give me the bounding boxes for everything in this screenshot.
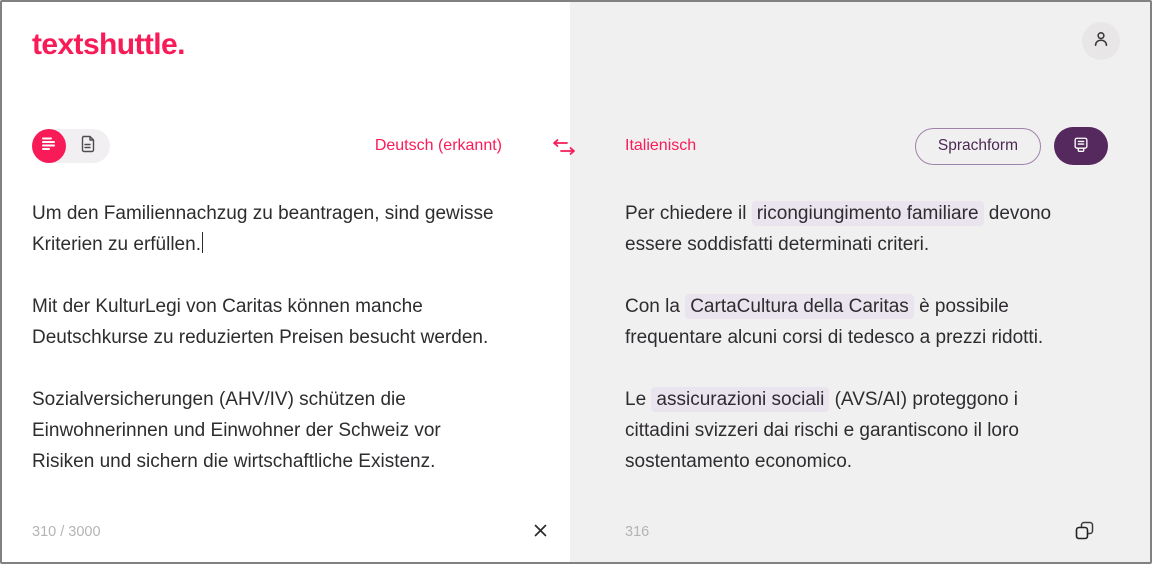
target-line: [625, 229, 1130, 260]
source-panel: [2, 2, 570, 562]
text-segment: è possibile: [913, 296, 1009, 317]
header-right: [570, 2, 1150, 124]
text-lines-icon: [41, 137, 57, 156]
source-toolbar: [2, 124, 570, 168]
char-counter-target: 316: [625, 524, 650, 540]
source-line: Sozialversicherungen (AHV/IV) schützen die: [32, 389, 406, 410]
clear-source-button[interactable]: [529, 519, 552, 545]
target-line: [625, 322, 1130, 353]
text-segment: devono: [983, 203, 1052, 224]
target-panel: [570, 2, 1150, 562]
input-mode-toggle: [32, 129, 110, 163]
source-line: Um den Familiennachzug zu beantragen, sind gewisse: [32, 203, 494, 224]
target-line: [625, 415, 1130, 446]
text-segment: Le: [625, 389, 652, 410]
highlighted-term[interactable]: assicurazioni sociali: [651, 387, 829, 412]
text-segment: Per chiedere il: [625, 203, 752, 224]
document-icon: [80, 135, 96, 158]
target-line: [625, 384, 1130, 415]
source-paragraph: [32, 198, 540, 260]
target-paragraph: [625, 384, 1130, 477]
source-language-selector[interactable]: Deutsch (erkannt): [374, 137, 502, 154]
glossary-book-icon: [1072, 136, 1090, 157]
highlighted-term[interactable]: ricongiungimento familiare: [752, 201, 984, 226]
source-paragraph: [32, 291, 540, 353]
swap-languages-button[interactable]: [550, 138, 578, 161]
sprachform-button[interactable]: Sprachform: [915, 128, 1041, 165]
char-counter-source: 310 / 3000: [32, 524, 101, 540]
swap-arrows-icon: [550, 143, 578, 160]
text-segment: sostentamento economico.: [625, 451, 853, 472]
source-line: Einwohnerinnen und Einwohner der Schweiz vor: [32, 420, 441, 441]
target-paragraph: [625, 198, 1130, 260]
text-segment: (AVS/AI) proteggono i: [829, 389, 1019, 410]
document-mode-button[interactable]: [66, 135, 110, 158]
text-mode-button[interactable]: [32, 129, 66, 163]
person-icon: [1091, 29, 1111, 54]
brand-logo: textshuttle.: [32, 28, 185, 61]
target-line: [625, 446, 1130, 477]
source-footer: [2, 510, 570, 562]
target-toolbar-buttons: [915, 127, 1108, 165]
target-line: [625, 198, 1130, 229]
header-left: [2, 2, 570, 124]
target-line: [625, 291, 1130, 322]
text-segment: Con la: [625, 296, 686, 317]
source-line: Kriterien zu erfüllen.: [32, 229, 540, 260]
target-toolbar: [570, 124, 1150, 168]
text-segment: frequentare alcuni corsi di tedesco a prezzi ridotti.: [625, 327, 1044, 348]
copy-translation-button[interactable]: [1071, 517, 1098, 547]
target-language-selector[interactable]: Italienisch: [625, 137, 697, 154]
source-line: Risiken und sichern die wirtschaftliche Existenz.: [32, 451, 436, 472]
source-text[interactable]: [2, 168, 570, 510]
account-button[interactable]: [1082, 22, 1120, 60]
glossary-button[interactable]: [1054, 127, 1108, 165]
copy-icon: [1075, 521, 1094, 543]
close-x-icon: [533, 523, 548, 541]
target-footer: [570, 510, 1150, 562]
target-paragraph: [625, 291, 1130, 353]
highlighted-term[interactable]: CartaCultura della Caritas: [685, 294, 914, 319]
source-paragraph: [32, 384, 540, 477]
text-cursor: [202, 232, 204, 253]
target-text: [570, 168, 1150, 510]
text-segment: cittadini svizzeri dai rischi e garantiscono il loro: [625, 420, 1019, 441]
source-line: Mit der KulturLegi von Caritas können manche: [32, 296, 423, 317]
text-segment: essere soddisfatti determinati criteri.: [625, 234, 930, 255]
source-line: Deutschkurse zu reduzierten Preisen besucht werden.: [32, 327, 489, 348]
